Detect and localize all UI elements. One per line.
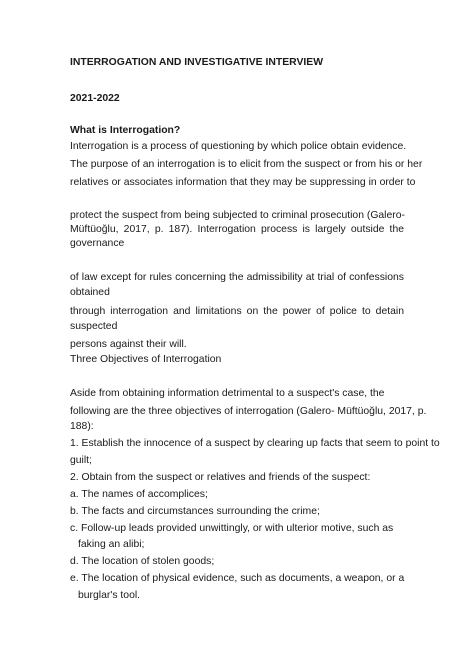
paragraph-line: Aside from obtaining information detrimental to a suspect's case, the xyxy=(70,388,385,399)
paragraph-line: protect the suspect from being subjected to criminal prosecution (Galero- xyxy=(70,210,405,221)
section-heading: What is Interrogation? xyxy=(70,125,181,136)
list-item: guilt; xyxy=(70,455,92,466)
document-title: INTERROGATION AND INVESTIGATIVE INTERVIEW xyxy=(70,57,324,68)
paragraph-line: suspected xyxy=(70,321,118,332)
paragraph-line: Interrogation is a process of questioning by which police obtain evidence. xyxy=(70,141,407,152)
paragraph-line: obtained xyxy=(70,287,110,298)
paragraph-line: 188): xyxy=(70,421,94,432)
document-year: 2021-2022 xyxy=(70,93,120,104)
list-item: d. The location of stolen goods; xyxy=(70,556,215,567)
list-item: 1. Establish the innocence of a suspect by clearing up facts that seem to point to xyxy=(70,438,440,449)
list-item: faking an alibi; xyxy=(78,539,145,550)
list-item: a. The names of accomplices; xyxy=(70,489,208,500)
list-item: e. The location of physical evidence, such as documents, a weapon, or a xyxy=(70,573,405,584)
list-item: burglar's tool. xyxy=(78,590,141,601)
paragraph-line: governance xyxy=(70,238,125,249)
paragraph-line: The purpose of an interrogation is to elicit from the suspect or from his or her xyxy=(70,159,423,170)
paragraph-line: persons against their will. xyxy=(70,339,187,350)
paragraph-line: through interrogation and limitations on the power of police to detain xyxy=(70,306,404,317)
paragraph-line: relatives or associates information that they may be suppressing in order to xyxy=(70,177,416,188)
subheading: Three Objectives of Interrogation xyxy=(70,354,222,365)
list-item: c. Follow-up leads provided unwittingly, or with ulterior motive, such as xyxy=(70,523,394,534)
paragraph-line: Müftüoğlu, 2017, p. 187). Interrogation process is largely outside the xyxy=(70,224,404,235)
list-item: 2. Obtain from the suspect or relatives and friends of the suspect: xyxy=(70,472,371,483)
list-item: b. The facts and circumstances surrounding the crime; xyxy=(70,506,320,517)
paragraph-line: of law except for rules concerning the admissibility at trial of confessions xyxy=(70,272,404,283)
paragraph-line: following are the three objectives of interrogation (Galero- Müftüoğlu, 2017, p. xyxy=(70,406,427,417)
